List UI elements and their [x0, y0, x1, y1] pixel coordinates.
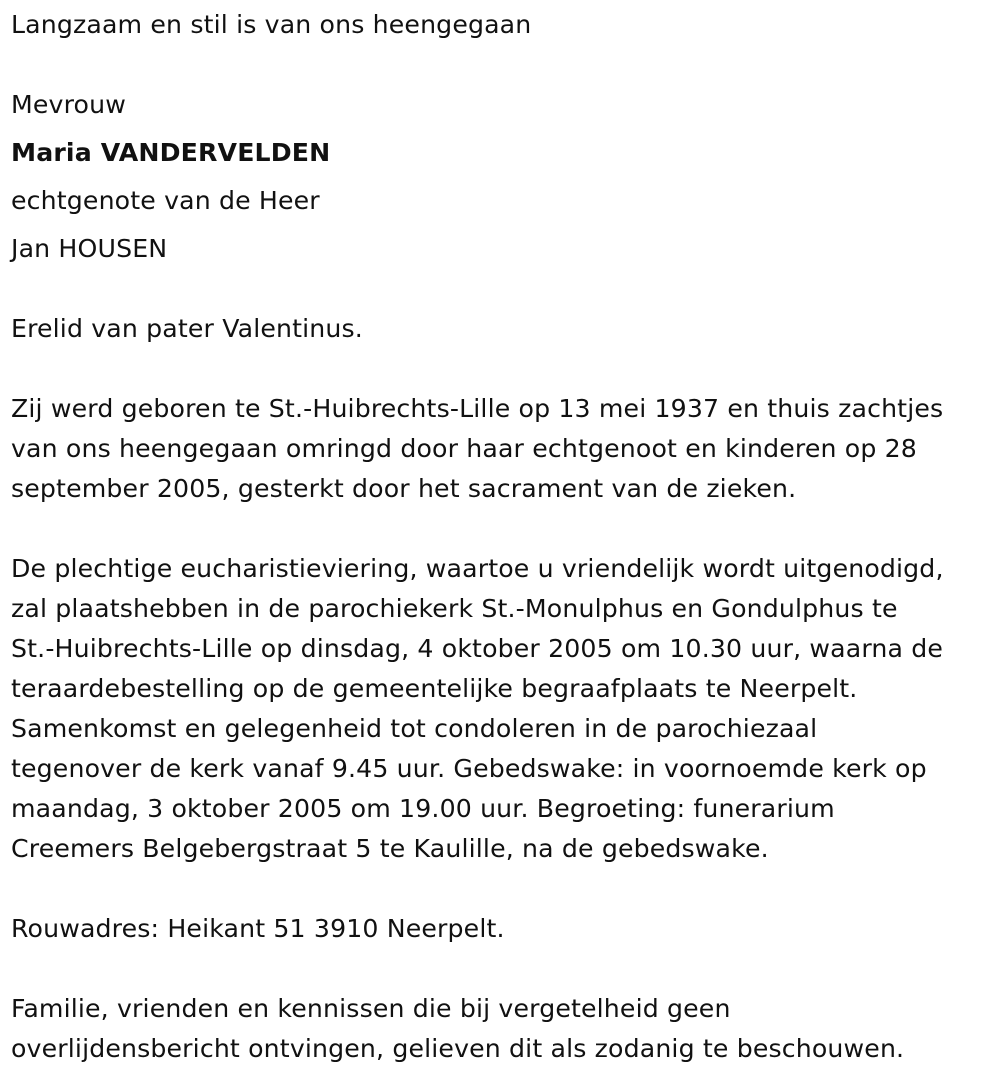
mourning-address: Rouwadres: Heikant 51 3910 Neerpelt.: [11, 914, 505, 943]
deceased-name: Maria VANDERVELDEN: [11, 138, 331, 167]
paragraph-line: overlijdensbericht ontvingen, gelieven dit als zodanig te beschouwen.: [11, 1034, 905, 1063]
paragraph-line: zal plaatshebben in de parochiekerk St.-Monulphus en Gondulphus te: [11, 594, 898, 623]
paragraph-line: Zij werd geboren te St.-Huibrechts-Lille op 13 mei 1937 en thuis zachtjes: [11, 394, 944, 423]
intro-text: Langzaam en stil is van ons heengegaan: [11, 10, 532, 39]
paragraph-line: van ons heengegaan omringd door haar echtgenoot en kinderen op 28: [11, 434, 917, 463]
honorary-text: Erelid van pater Valentinus.: [11, 314, 363, 343]
paragraph-line: St.-Huibrechts-Lille op dinsdag, 4 oktober 2005 om 10.30 uur, waarna de: [11, 634, 944, 663]
honorific: Mevrouw: [11, 90, 126, 119]
paragraph-line: Creemers Belgebergstraat 5 te Kaulille, na de gebedswake.: [11, 834, 769, 863]
paragraph-line: Familie, vrienden en kennissen die bij vergetelheid geen: [11, 994, 731, 1023]
paragraph-line: De plechtige eucharistieviering, waartoe u vriendelijk wordt uitgenodigd,: [11, 554, 944, 583]
paragraph-line: Samenkomst en gelegenheid tot condoleren in de parochiezaal: [11, 714, 818, 743]
spouse-name: Jan HOUSEN: [11, 234, 168, 263]
paragraph-line: september 2005, gesterkt door het sacrament van de zieken.: [11, 474, 797, 503]
paragraph-line: teraardebestelling op de gemeentelijke begraafplaats te Neerpelt.: [11, 674, 858, 703]
paragraph-line: tegenover de kerk vanaf 9.45 uur. Gebedswake: in voornoemde kerk op: [11, 754, 927, 783]
relation-text: echtgenote van de Heer: [11, 186, 320, 215]
paragraph-line: maandag, 3 oktober 2005 om 19.00 uur. Begroeting: funerarium: [11, 794, 835, 823]
